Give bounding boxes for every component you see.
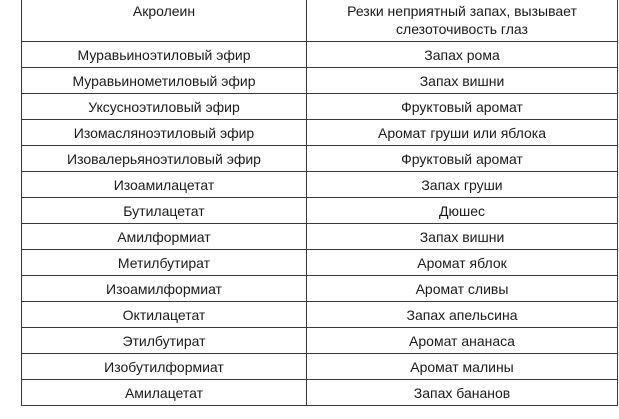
compound-cell: Бутилацетат <box>22 198 307 224</box>
compound-cell: Этилбутират <box>22 328 307 354</box>
compound-cell: Изовалерьяноэтиловый эфир <box>22 146 307 172</box>
table-row <box>22 94 618 120</box>
table-body <box>22 0 618 406</box>
aroma-cell: Запах груши <box>307 172 618 198</box>
aroma-cell: Аромат яблок <box>307 250 618 276</box>
aroma-cell: Аромат ананаса <box>307 328 618 354</box>
compound-cell: Изоамилформиат <box>22 276 307 302</box>
compound-cell: Изоамилацетат <box>22 172 307 198</box>
table-row <box>22 380 618 406</box>
table-row <box>22 172 618 198</box>
aroma-cell: Запах вишни <box>307 68 618 94</box>
compound-cell: Изомасляноэтиловый эфир <box>22 120 307 146</box>
aroma-cell: Фруктовый аромат <box>307 146 618 172</box>
compound-cell: Муравьиноэтиловый эфир <box>22 42 307 68</box>
esters-aroma-table <box>21 0 618 406</box>
compound-cell: Метилбутират <box>22 250 307 276</box>
table-row <box>22 302 618 328</box>
table-row <box>22 250 618 276</box>
table-row <box>22 328 618 354</box>
table-row <box>22 224 618 250</box>
table-row <box>22 198 618 224</box>
aroma-cell: Дюшес <box>307 198 618 224</box>
compound-cell: Муравьинометиловый эфир <box>22 68 307 94</box>
document-page <box>21 0 617 406</box>
table-row <box>22 146 618 172</box>
table-row <box>22 0 618 42</box>
compound-cell: Амилформиат <box>22 224 307 250</box>
compound-cell: Изобутилформиат <box>22 354 307 380</box>
aroma-cell: Фруктовый аромат <box>307 94 618 120</box>
table-row <box>22 68 618 94</box>
compound-cell: Уксусноэтиловый эфир <box>22 94 307 120</box>
aroma-cell: Аромат груши или яблока <box>307 120 618 146</box>
aroma-cell: Аромат сливы <box>307 276 618 302</box>
aroma-cell: Запах апельсина <box>307 302 618 328</box>
aroma-cell: Резки неприятный запах, вызывает слезоточивость глаз <box>307 0 618 42</box>
compound-cell: Октилацетат <box>22 302 307 328</box>
compound-cell: Акролеин <box>22 0 307 42</box>
table-row <box>22 42 618 68</box>
aroma-cell: Аромат малины <box>307 354 618 380</box>
table-row <box>22 120 618 146</box>
aroma-cell: Запах рома <box>307 42 618 68</box>
table-row <box>22 276 618 302</box>
table-row <box>22 354 618 380</box>
aroma-cell: Запах бананов <box>307 380 618 406</box>
aroma-cell: Запах вишни <box>307 224 618 250</box>
compound-cell: Амилацетат <box>22 380 307 406</box>
